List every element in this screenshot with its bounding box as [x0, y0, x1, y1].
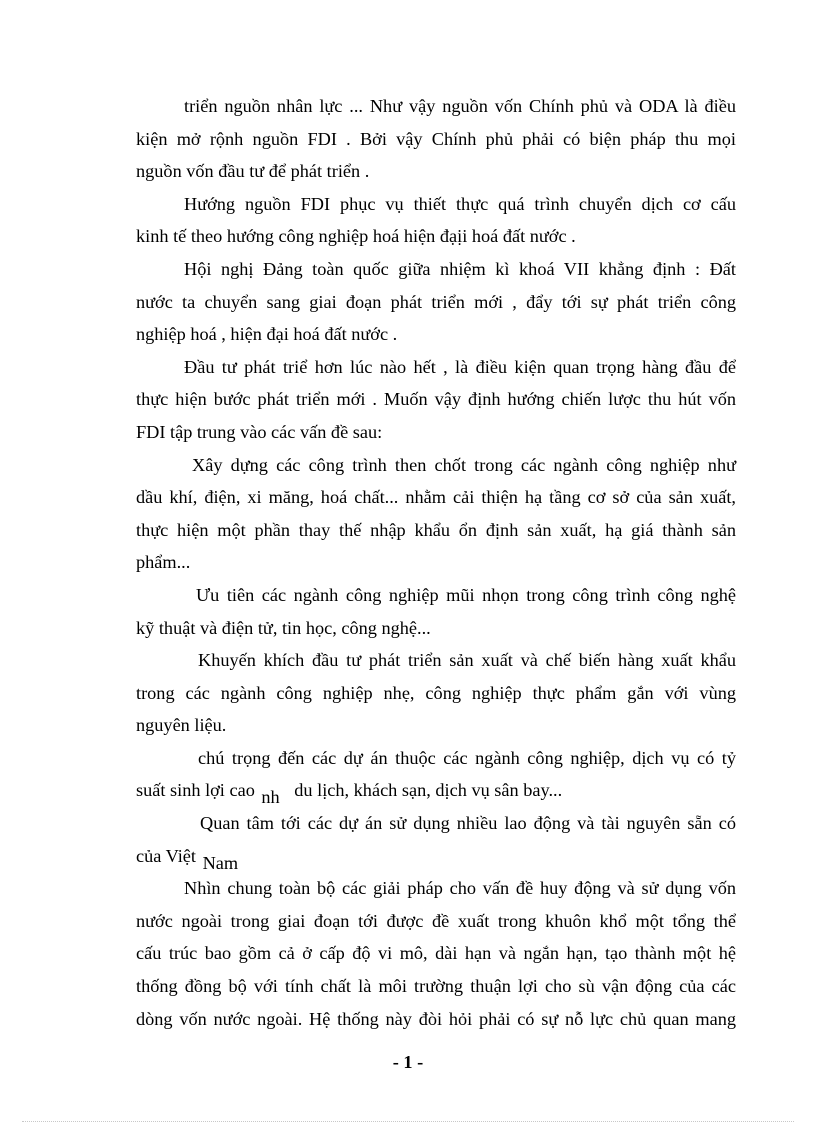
text-line: Đầu tư phát triể hơn lúc nào hết , là điều kiện quan trọng hàng đầu để: [184, 356, 736, 377]
text-line: thực hiện bước phát triển mới . Muốn vậy định hướng chiến lược thu hút vốn: [136, 389, 736, 410]
text-line: dòng vốn nước ngoài. Hệ thống này đòi hỏi phải có sự nỗ lực chủ quan mang: [136, 1008, 736, 1029]
text-line: nghiệp hoá , hiện đại hoá đất nước .: [136, 324, 398, 345]
text-line: nguyên liệu.: [136, 715, 227, 736]
text-line: Xây dựng các công trình then chốt trong các ngành công nghiệp như: [192, 454, 736, 475]
text-line: nước ngoài trong giai đoạn tới được đề xuất trong khuôn khổ một tổng thể: [136, 910, 736, 931]
text-line: cấu trúc bao gồm cả ở cấp độ vi mô, dài hạn và ngắn hạn, tạo thành một hệ: [136, 943, 736, 964]
text-line: [136, 840, 736, 873]
subscript-fragment: Nam: [202, 852, 239, 873]
text-line: Khuyến khích đầu tư phát triển sản xuất và chế biến hàng xuất khẩu: [198, 650, 736, 671]
text-line: Nhìn chung toàn bộ các giải pháp cho vấn đề huy động và sử dụng vốn: [184, 878, 736, 899]
page-number: - 1 -: [392, 1052, 424, 1072]
text-line: nguồn vốn đầu tư để phát triển .: [136, 161, 370, 182]
text-line: FDI tập trung vào các vấn đề sau:: [136, 421, 383, 442]
text-fragment: suất sinh lợi cao: [136, 780, 255, 801]
text-line: Hướng nguồn FDI phục vụ thiết thực quá trình chuyển dịch cơ cấu: [184, 193, 736, 214]
text-line: kinh tế theo hướng công nghiệp hoá hiện đạịi hoá đất nước .: [136, 226, 576, 247]
text-line: chú trọng đến các dự án thuộc các ngành công nghiệp, dịch vụ có tỷ: [198, 747, 736, 768]
subscript-fragment: nh: [261, 787, 280, 808]
text-line: thực hiện một phần thay thế nhập khẩu ổn định sản xuất, hạ giá thành sản: [136, 519, 736, 540]
text-line: trong các ngành công nghiệp nhẹ, công nghiệp thực phẩm gắn với vùng: [136, 682, 736, 703]
text-line: kiện mở rộnh nguồn FDI . Bởi vậy Chính phủ phải có biện pháp thu mọi: [136, 128, 736, 149]
text-line: Quan tâm tới các dự án sử dụng nhiều lao động và tài nguyên sẵn có: [200, 813, 736, 834]
text-line: triển nguồn nhân lực ... Như vậy nguồn vốn Chính phủ và ODA là điều: [184, 96, 736, 116]
text-line: Hội nghị Đảng toàn quốc giữa nhiệm kì khoá VII khẳng định : Đất: [184, 258, 736, 279]
text-line: phẩm...: [136, 552, 191, 573]
body-text: [136, 90, 736, 1035]
text-line: kỹ thuật và điện tử, tin học, công nghệ...: [136, 617, 431, 638]
text-line: dầu khí, điện, xi măng, hoá chất... nhằm cải thiện hạ tầng cơ sở của sản xuất,: [136, 487, 736, 508]
text-fragment: du lịch, khách sạn, dịch vụ sân bay...: [294, 780, 563, 801]
text-line: [136, 774, 736, 807]
text-fragment: của Việt: [136, 845, 196, 866]
text-line: Ưu tiên các ngành công nghiệp mũi nhọn trong công trình công nghệ: [196, 584, 736, 605]
text-line: nước ta chuyển sang giai đoạn phát triển mới , đẩy tới sự phát triển công: [136, 291, 736, 312]
text-line: thống đồng bộ với tính chất là môi trường thuận lợi cho sù vận động của các: [136, 976, 736, 997]
page-bottom-rule: [22, 1121, 794, 1122]
